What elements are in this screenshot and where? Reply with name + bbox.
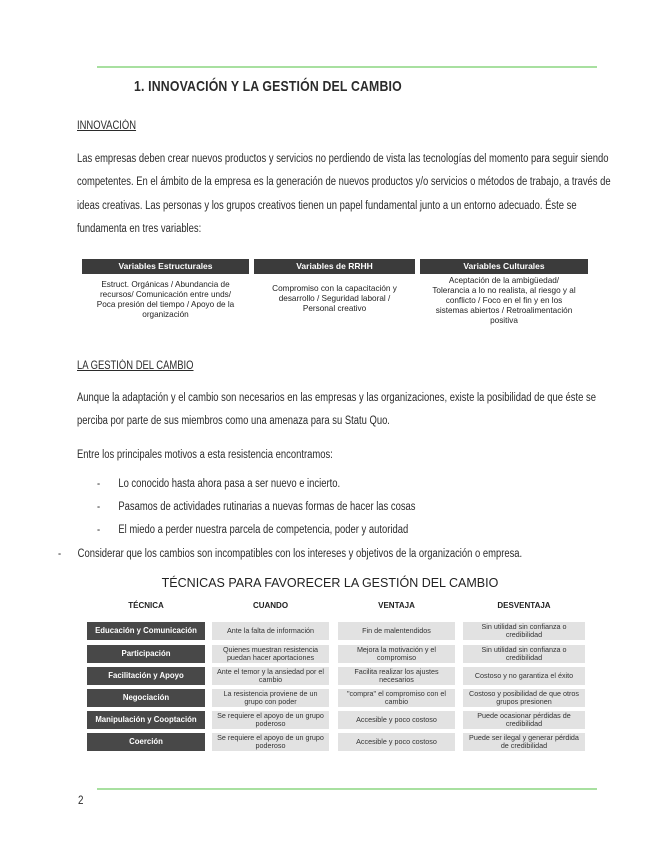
table-row <box>87 711 587 729</box>
cuando-cell: Se requiere el apoyo de un grupo poderoso <box>212 711 329 729</box>
paragraph-line: fundamenta en tres variables: <box>77 222 202 235</box>
ventaja-cell: Facilita realizar los ajustes necesarios <box>338 667 455 685</box>
ventaja-cell: Accesible y poco costoso <box>338 711 455 729</box>
cuando-cell: Quienes muestran resistencia puedan hacer aportaciones <box>212 645 329 663</box>
paragraph-line: Las empresas deben crear nuevos productos y servicios no perdiendo de vista las tecnologías del momento para seguir siendo <box>77 153 609 165</box>
table-row <box>87 645 587 663</box>
techniques-title: TÉCNICAS PARA FAVORECER LA GESTIÓN DEL CAMBIO <box>161 576 499 590</box>
list-item-text: Considerar que los cambios son incompatibles con los intereses y objetivos de la organización o empresa. <box>77 548 523 560</box>
paragraph-line: Entre los principales motivos a esta resistencia encontramos: <box>77 449 333 461</box>
technique-cell: Educación y Comunicación <box>87 622 205 640</box>
variables-line: organización <box>142 310 189 319</box>
list-item-text: El miedo a perder nuestra parcela de competencia, poder y autoridad <box>118 524 409 536</box>
cuando-cell: Ante el temor y la ansiedad por el cambio <box>212 667 329 685</box>
cuando-cell: Ante la falta de información <box>212 622 329 640</box>
variables-line: Estruct. Orgánicas / Abundancia de <box>101 280 230 289</box>
variables-line: Aceptación de la ambigüedad/ <box>448 276 560 285</box>
paragraph-line: perciba por parte de sus miembros como una amenaza para su Statu Quo. <box>77 415 390 428</box>
variables-body <box>82 274 249 320</box>
desventaja-cell: Puede ocasionar pérdidas de credibilidad <box>463 711 585 729</box>
desventaja-cell: Costoso y posibilidad de que otros grupos presionen <box>463 689 585 707</box>
variables-column-cultural <box>420 259 588 326</box>
technique-cell: Facilitación y Apoyo <box>87 667 205 685</box>
variables-line: recursos/ Comunicación entre unds/ <box>99 290 232 299</box>
cuando-cell: La resistencia proviene de un grupo con poder <box>212 689 329 707</box>
variables-body <box>420 274 588 326</box>
list-item: - Lo conocido hasta ahora pasa a ser nuevo e incierto. <box>97 478 341 490</box>
list-item: - Considerar que los cambios son incompatibles con los intereses y objetivos de la organización o empresa. <box>58 548 523 560</box>
variables-body <box>254 274 415 314</box>
ventaja-cell: "compra" el compromiso con el cambio <box>338 689 455 707</box>
desventaja-cell: Sin utilidad sin confianza o credibilidad <box>463 622 585 640</box>
variables-line: Compromiso con la capacitación y <box>272 284 397 293</box>
desventaja-cell: Sin utilidad sin confianza o credibilidad <box>463 645 585 663</box>
gestion-intro <box>77 444 569 467</box>
variables-line: conflicto / Foco en el fin y en los <box>445 296 563 305</box>
gestion-heading: LA GESTIÓN DEL CAMBIO <box>77 360 194 372</box>
variables-column-rrhh <box>254 259 415 314</box>
variables-line: Personal creativo <box>302 304 367 313</box>
list-item: - El miedo a perder nuestra parcela de competencia, poder y autoridad <box>97 524 409 536</box>
variables-column-structural <box>82 259 249 320</box>
ventaja-cell: Accesible y poco costoso <box>338 733 455 751</box>
table-row <box>87 667 587 685</box>
technique-cell: Participación <box>87 645 205 663</box>
technique-cell: Negociación <box>87 689 205 707</box>
innovacion-paragraph <box>77 148 611 241</box>
ventaja-cell: Fin de malentendidos <box>338 622 455 640</box>
variables-line: Tolerancia a lo no realista, al riesgo y al <box>432 286 576 295</box>
desventaja-cell: Costoso y no garantiza el éxito <box>463 667 585 685</box>
table-row <box>87 733 587 751</box>
variables-header: Variables Estructurales <box>82 259 249 274</box>
innovacion-heading: INNOVACIÓN <box>77 120 137 132</box>
techniques-header-cuando: CUANDO <box>252 601 289 610</box>
technique-cell: Coerción <box>87 733 205 751</box>
bottom-rule <box>97 788 597 790</box>
variables-header: Variables Culturales <box>420 259 588 274</box>
cuando-cell: Se requiere el apoyo de un grupo poderoso <box>212 733 329 751</box>
variables-line: desarrollo / Seguridad laboral / <box>278 294 391 303</box>
variables-line: sistemas abiertos / Retroalimentación <box>435 306 573 315</box>
table-row <box>87 689 587 707</box>
gestion-paragraph <box>77 387 596 434</box>
techniques-header-tecnica: TÉCNICA <box>128 601 164 610</box>
page-number: 2 <box>78 793 84 807</box>
paragraph-line: competentes. En el ámbito de la empresa es la generación de nuevos productos y/o servicios o métodos de trabajo, a través de <box>77 176 611 189</box>
desventaja-cell: Puede ser ilegal y generar pérdida de credibilidad <box>463 733 585 751</box>
variables-line: Poca presión del tiempo / Apoyo de la <box>96 300 235 309</box>
paragraph-line: Aunque la adaptación y el cambio son necesarios en las empresas y las organizaciones, existe la posibilidad de que éste se <box>77 392 596 404</box>
techniques-header-ventaja: VENTAJA <box>378 601 415 610</box>
ventaja-cell: Mejora la motivación y el compromiso <box>338 645 455 663</box>
list-item: - Pasamos de actividades rutinarias a nuevas formas de hacer las cosas <box>97 501 416 513</box>
techniques-header-desventaja: DESVENTAJA <box>497 601 551 610</box>
section-title: 1. INNOVACIÓN Y LA GESTIÓN DEL CAMBIO <box>134 78 402 95</box>
list-item-text: Lo conocido hasta ahora pasa a ser nuevo e incierto. <box>118 478 341 490</box>
top-rule <box>97 66 597 68</box>
variables-header: Variables de RRHH <box>254 259 415 274</box>
variables-line: positiva <box>490 316 518 325</box>
list-item-text: Pasamos de actividades rutinarias a nuevas formas de hacer las cosas <box>118 501 416 513</box>
technique-cell: Manipulación y Cooptación <box>87 711 205 729</box>
paragraph-line: ideas creativas. Las personas y los grupos creativos tienen un papel fundamental junto a un entorno adecuado. Éste se <box>77 199 577 212</box>
table-row <box>87 622 587 640</box>
